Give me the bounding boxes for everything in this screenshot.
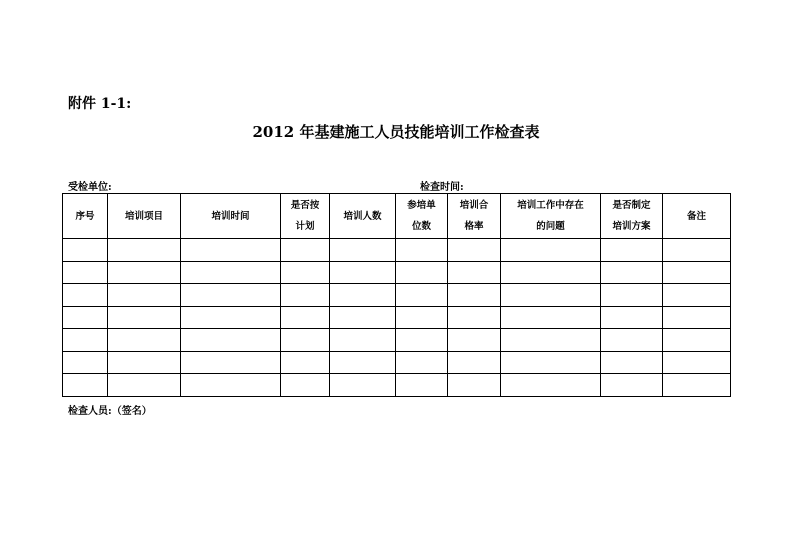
header-pass-rate: 培训合 格率 bbox=[448, 194, 501, 239]
table-cell[interactable] bbox=[601, 261, 663, 284]
table-cell[interactable] bbox=[330, 284, 396, 307]
table-cell[interactable] bbox=[63, 306, 108, 329]
table-cell[interactable] bbox=[108, 329, 181, 352]
table-cell[interactable] bbox=[396, 261, 448, 284]
table-cell[interactable] bbox=[108, 239, 181, 262]
table-row bbox=[63, 284, 731, 307]
header-training-plan: 是否制定 培训方案 bbox=[601, 194, 663, 239]
table-cell[interactable] bbox=[181, 306, 281, 329]
table-cell[interactable] bbox=[448, 306, 501, 329]
table-row bbox=[63, 261, 731, 284]
table-cell[interactable] bbox=[601, 284, 663, 307]
table-cell[interactable] bbox=[330, 306, 396, 329]
table-cell[interactable] bbox=[181, 374, 281, 397]
table-cell[interactable] bbox=[63, 351, 108, 374]
table-cell[interactable] bbox=[63, 261, 108, 284]
header-trainee-count: 培训人数 bbox=[330, 194, 396, 239]
table-row bbox=[63, 306, 731, 329]
table-cell[interactable] bbox=[281, 284, 330, 307]
table-cell[interactable] bbox=[663, 329, 731, 352]
table-row bbox=[63, 374, 731, 397]
table-cell[interactable] bbox=[601, 351, 663, 374]
table-cell[interactable] bbox=[501, 306, 601, 329]
table-cell[interactable] bbox=[663, 284, 731, 307]
table-cell[interactable] bbox=[330, 351, 396, 374]
table-cell[interactable] bbox=[448, 351, 501, 374]
inspection-time-label: 检查时间: bbox=[420, 182, 464, 193]
table-cell[interactable] bbox=[396, 329, 448, 352]
table-cell[interactable] bbox=[396, 374, 448, 397]
table-cell[interactable] bbox=[281, 374, 330, 397]
table-cell[interactable] bbox=[63, 374, 108, 397]
table-cell[interactable] bbox=[663, 261, 731, 284]
table-cell[interactable] bbox=[181, 351, 281, 374]
table-cell[interactable] bbox=[663, 306, 731, 329]
table-cell[interactable] bbox=[281, 329, 330, 352]
table-cell[interactable] bbox=[601, 374, 663, 397]
table-cell[interactable] bbox=[108, 374, 181, 397]
table-cell[interactable] bbox=[663, 374, 731, 397]
table-header-row bbox=[63, 194, 731, 239]
table-cell[interactable] bbox=[181, 239, 281, 262]
table-cell[interactable] bbox=[330, 239, 396, 262]
header-training-item: 培训项目 bbox=[108, 194, 181, 239]
header-remarks: 备注 bbox=[663, 194, 731, 239]
table-cell[interactable] bbox=[63, 284, 108, 307]
attachment-label: 附件 1-1: bbox=[68, 96, 132, 112]
table-cell[interactable] bbox=[501, 329, 601, 352]
table-cell[interactable] bbox=[396, 284, 448, 307]
inspection-table bbox=[62, 193, 731, 397]
table-cell[interactable] bbox=[601, 329, 663, 352]
header-unit-count: 参培单 位数 bbox=[396, 194, 448, 239]
table-cell[interactable] bbox=[281, 261, 330, 284]
table-cell[interactable] bbox=[663, 351, 731, 374]
table-row bbox=[63, 351, 731, 374]
table-cell[interactable] bbox=[501, 261, 601, 284]
table-cell[interactable] bbox=[181, 329, 281, 352]
table-cell[interactable] bbox=[448, 239, 501, 262]
table-cell[interactable] bbox=[501, 239, 601, 262]
table-cell[interactable] bbox=[108, 261, 181, 284]
table-cell[interactable] bbox=[108, 351, 181, 374]
table-cell[interactable] bbox=[281, 351, 330, 374]
table-cell[interactable] bbox=[448, 374, 501, 397]
table-row bbox=[63, 239, 731, 262]
table-cell[interactable] bbox=[663, 239, 731, 262]
table-cell[interactable] bbox=[501, 284, 601, 307]
header-problems: 培训工作中存在 的问题 bbox=[501, 194, 601, 239]
table-row bbox=[63, 329, 731, 352]
table-cell[interactable] bbox=[108, 306, 181, 329]
table-cell[interactable] bbox=[181, 261, 281, 284]
header-as-planned: 是否按 计划 bbox=[281, 194, 330, 239]
table-cell[interactable] bbox=[448, 284, 501, 307]
table-cell[interactable] bbox=[108, 284, 181, 307]
table-cell[interactable] bbox=[601, 239, 663, 262]
table-cell[interactable] bbox=[396, 239, 448, 262]
table-cell[interactable] bbox=[281, 306, 330, 329]
header-training-time: 培训时间 bbox=[181, 194, 281, 239]
table-cell[interactable] bbox=[601, 306, 663, 329]
document-title: 2012 年基建施工人员技能培训工作检查表 bbox=[252, 123, 540, 141]
table-cell[interactable] bbox=[63, 329, 108, 352]
table-cell[interactable] bbox=[396, 306, 448, 329]
table-cell[interactable] bbox=[63, 239, 108, 262]
header-index: 序号 bbox=[63, 194, 108, 239]
table-cell[interactable] bbox=[501, 351, 601, 374]
table-cell[interactable] bbox=[448, 261, 501, 284]
table-cell[interactable] bbox=[181, 284, 281, 307]
table-cell[interactable] bbox=[501, 374, 601, 397]
table-cell[interactable] bbox=[330, 261, 396, 284]
table-cell[interactable] bbox=[448, 329, 501, 352]
table-cell[interactable] bbox=[396, 351, 448, 374]
inspected-unit-label: 受检单位: bbox=[68, 182, 112, 193]
table-cell[interactable] bbox=[330, 374, 396, 397]
inspector-signature-label: 检查人员:（签名） bbox=[68, 406, 152, 417]
table-cell[interactable] bbox=[281, 239, 330, 262]
table-cell[interactable] bbox=[330, 329, 396, 352]
